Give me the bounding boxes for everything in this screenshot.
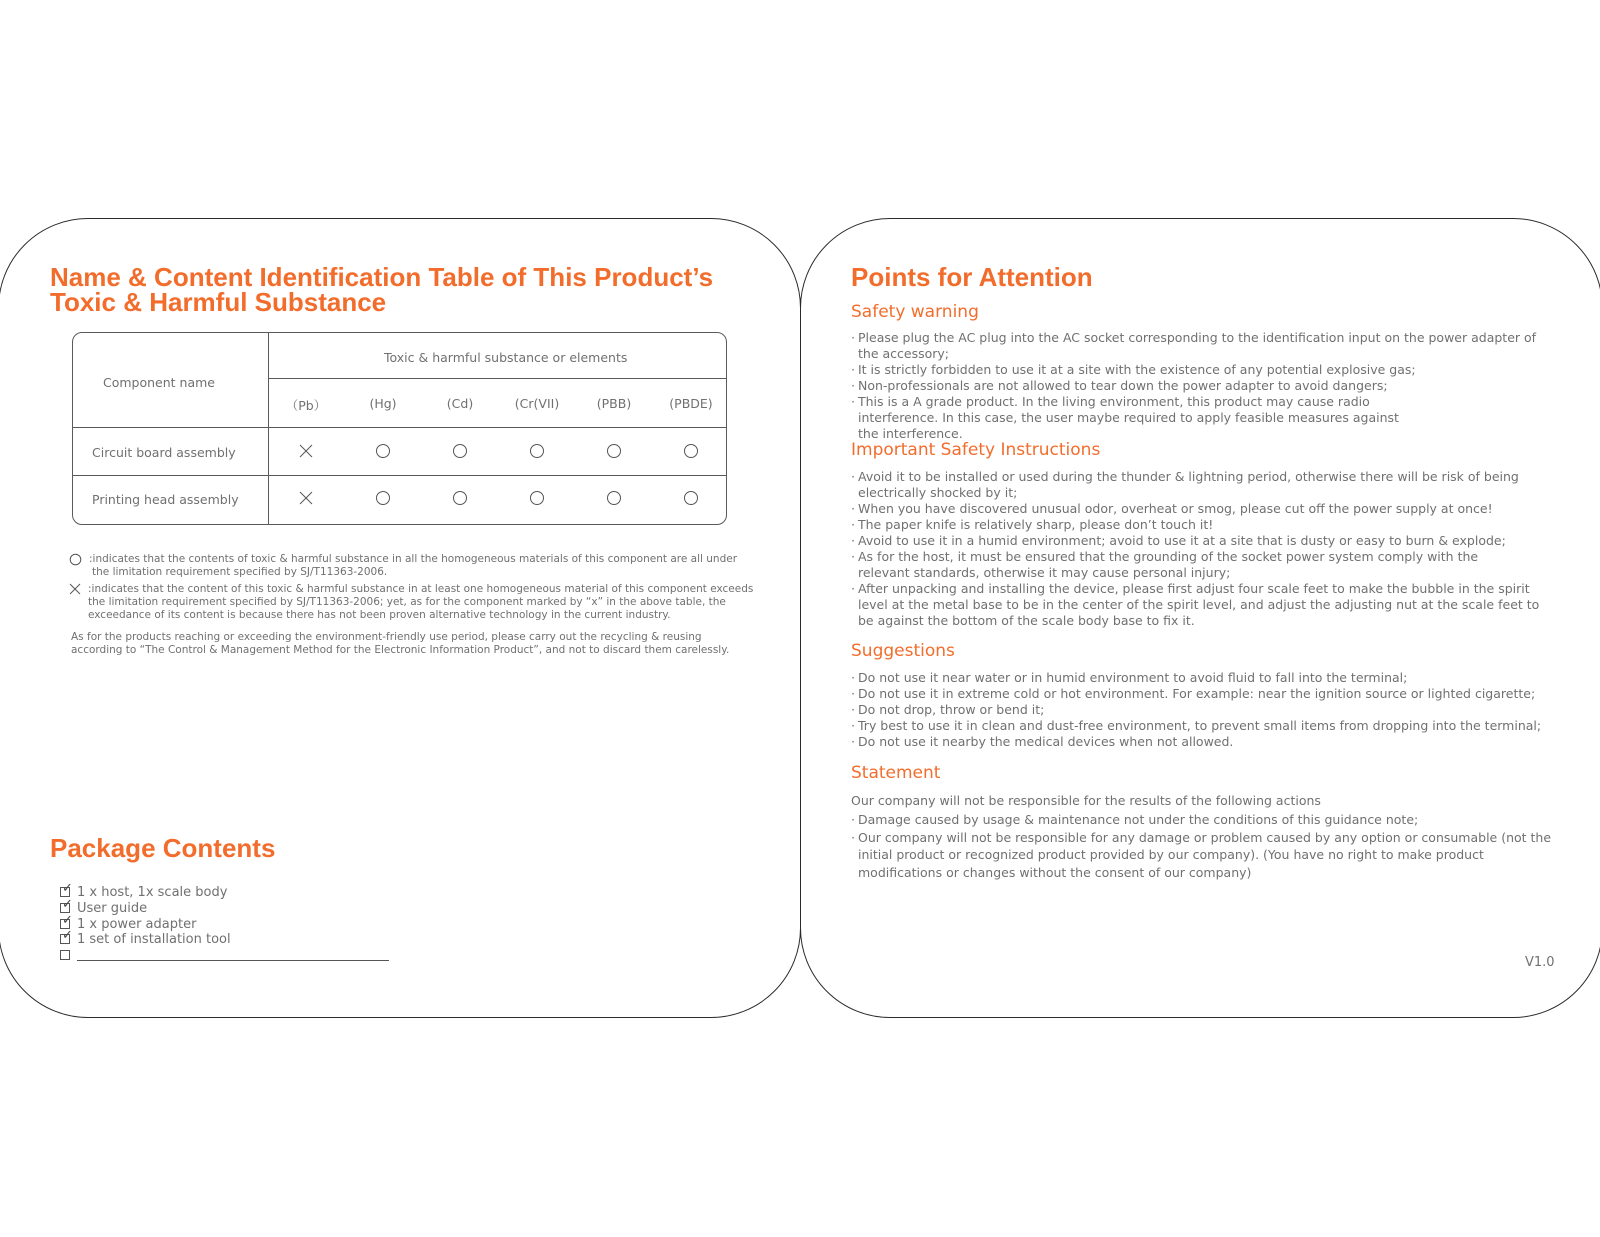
circle-mark-icon: [683, 443, 699, 459]
statement-intro: Our company will not be responsible for the results of the following actions: [851, 793, 1321, 808]
checkbox[interactable]: [60, 881, 73, 897]
substance-table: [72, 332, 727, 525]
recycling-note-line-1: As for the products reaching or exceeding the environment-friendly use period, please carry out the recycling & reusing: [71, 631, 702, 643]
row-name-printing-head: Printing head assembly: [92, 492, 239, 507]
cross-legend-line-2: the limitation requirement specified by SJ/T11363-2006; yet, as for the component marked by “x” in the above table, the: [88, 596, 726, 608]
title-line-1: Name & Content Identification Table of This Product’s: [50, 262, 714, 292]
cross-legend-icon: [69, 583, 81, 595]
package-item-label: User guide: [77, 901, 148, 916]
list-item: · Avoid it to be installed or used during the thunder & lightning period, otherwise there will be risk of being electrically shocked by it;: [851, 469, 1556, 501]
checkbox[interactable]: [60, 928, 73, 944]
list-item: · Please plug the AC plug into the AC socket corresponding to the identification input on the power adapter of the accessory;: [851, 330, 1551, 362]
table-divider: [268, 333, 269, 524]
circle-mark-icon: [529, 443, 545, 459]
row-name-circuit-board: Circuit board assembly: [92, 445, 236, 460]
safety-warning-list: [851, 330, 1551, 442]
list-item: · This is a A grade product. In the living environment, this product may cause radio interference. In this case, the user maybe required to apply feasible measures against the interference.: [851, 394, 1418, 442]
points-for-attention-title: Points for Attention: [851, 262, 1093, 292]
element-header-pbde: (PBDE): [669, 396, 713, 411]
element-header-cr: (Cr(VII): [514, 396, 560, 411]
circle-legend-line-2: the limitation requirement specified by SJ/T11363-2006.: [92, 566, 388, 578]
table-divider: [73, 475, 726, 476]
cross-legend-line-3: exceedance of its content is because there has not been proven alternative technology in the current industry.: [88, 609, 671, 621]
circle-mark-icon: [452, 490, 468, 506]
recycling-note: [71, 631, 729, 657]
circle-mark-icon: [375, 490, 391, 506]
substance-header: Toxic & harmful substance or elements: [384, 350, 628, 365]
checkmark-icon: ✓: [62, 928, 73, 943]
component-name-header: Component name: [103, 375, 215, 390]
checkmark-icon: ✓: [62, 913, 73, 928]
element-header-pb: （Pb）: [285, 398, 327, 413]
circle-mark-icon: [529, 490, 545, 506]
list-item: · Try best to use it in clean and dust-free environment, to prevent small items from dropping into the terminal;: [851, 718, 1556, 734]
table-divider: [268, 378, 726, 379]
list-item: · After unpacking and installing the device, please first adjust four scale feet to make the bubble in the spirit level at the metal base to be in the center of the spirit level, and adjust the adjusting nut at the scale feet to be against the bottom of the scale body base to fix it.: [851, 581, 1556, 629]
list-item: · When you have discovered unusual odor, overheat or smog, please cut off the power supply at once!: [851, 501, 1556, 517]
statement-heading: Statement: [851, 763, 941, 783]
cross-legend-text: [88, 583, 753, 622]
element-header-hg: (Hg): [369, 396, 397, 411]
important-safety-heading: Important Safety Instructions: [851, 440, 1101, 460]
list-item: · Do not use it near water or in humid environment to avoid fluid to fall into the terminal;: [851, 670, 1556, 686]
circle-legend-text: [89, 553, 737, 579]
important-safety-list: [851, 469, 1556, 629]
recycling-note-line-2: according to “The Control & Management Method for the Electronic Information Product”, and not to discard them carelessly.: [71, 644, 730, 656]
circle-legend-line-1: :indicates that the contents of toxic & harmful substance in all the homogeneous materials of this component are all under: [89, 553, 738, 565]
suggestions-heading: Suggestions: [851, 641, 955, 661]
package-item-label: 1 x power adapter: [77, 917, 197, 932]
checkmark-icon: ✓: [62, 881, 73, 896]
checkmark-icon: ✓: [62, 897, 73, 912]
list-item: · The paper knife is relatively sharp, please don’t touch it!: [851, 517, 1556, 533]
suggestions-list: [851, 670, 1556, 750]
element-header-cd: (Cd): [446, 396, 474, 411]
element-header-pbb: (PBB): [596, 396, 632, 411]
circle-mark-icon: [375, 443, 391, 459]
cross-mark-icon: [298, 490, 314, 506]
circle-mark-icon: [606, 490, 622, 506]
circle-mark-icon: [683, 490, 699, 506]
cross-legend-line-1: :indicates that the content of this toxic & harmful substance in at least one homogeneous material of this component exceeds: [88, 583, 754, 595]
list-item: · It is strictly forbidden to use it at a site with the existence of any potential explosive gas;: [851, 362, 1551, 378]
list-item: · Our company will not be responsible for any damage or problem caused by any option or consumable (not the initial product or recognized product provided by our company). (You have no right to make product modifications or changes without the consent of our company): [851, 829, 1556, 882]
statement-list: [851, 811, 1556, 881]
package-item-label: 1 x host, 1x scale body: [77, 885, 228, 900]
circle-legend-icon: [69, 553, 82, 566]
safety-warning-heading: Safety warning: [851, 302, 979, 322]
title-line-2: Toxic & Harmful Substance: [50, 287, 387, 317]
package-item-label: 1 set of installation tool: [77, 932, 231, 947]
table-divider: [73, 427, 726, 428]
list-item: · Non-professionals are not allowed to tear down the power adapter to avoid dangers;: [851, 378, 1551, 394]
checkbox[interactable]: [60, 897, 73, 913]
list-item: · As for the host, it must be ensured that the grounding of the socket power system comply with the relevant standards, otherwise it may cause personal injury;: [851, 549, 1513, 581]
list-item: · Damage caused by usage & maintenance not under the conditions of this guidance note;: [851, 811, 1556, 829]
blank-fill-line[interactable]: [77, 960, 389, 961]
package-contents-title: Package Contents: [50, 833, 276, 863]
toxic-table-title: [50, 262, 714, 317]
cross-mark-icon: [298, 443, 314, 459]
circle-mark-icon: [452, 443, 468, 459]
version-label: V1.0: [1525, 955, 1555, 970]
list-item: · Do not use it in extreme cold or hot environment. For example: near the ignition source or lighted cigarette;: [851, 686, 1556, 702]
circle-mark-icon: [606, 443, 622, 459]
list-item: · Do not use it nearby the medical devices when not allowed.: [851, 734, 1556, 750]
list-item: · Avoid to use it in a humid environment; avoid to use it at a site that is dusty or easy to burn & explode;: [851, 533, 1556, 549]
checkbox[interactable]: [60, 950, 70, 960]
list-item: · Do not drop, throw or bend it;: [851, 702, 1556, 718]
